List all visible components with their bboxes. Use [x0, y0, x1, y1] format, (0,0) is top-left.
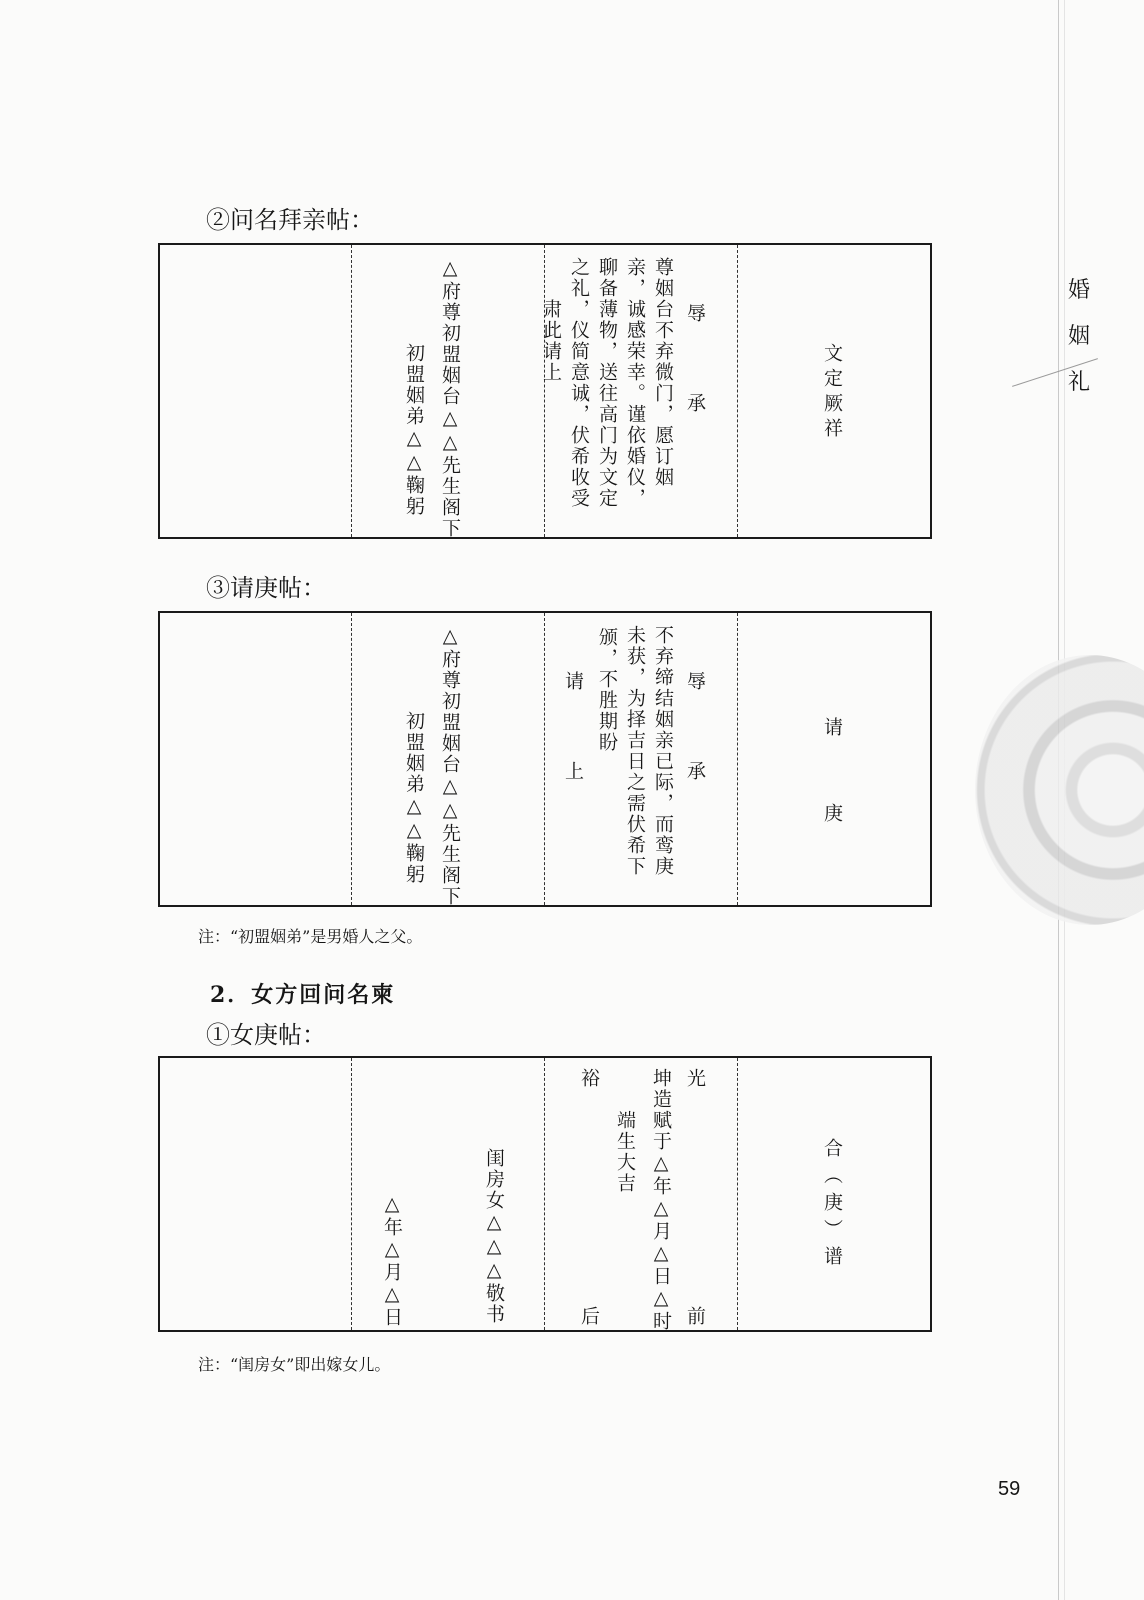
section-title-nvfang: 2．女方回问名柬 [210, 982, 396, 1008]
card-title-cell [737, 613, 930, 905]
note-guifangnv: 注：“闺房女”即出嫁女儿。 [198, 1355, 391, 1374]
card-wenming-baiqin [158, 243, 932, 539]
card-blank-cell [160, 245, 351, 537]
card-blank-cell [160, 1058, 351, 1330]
body-qian: 前 [684, 1306, 706, 1327]
body-line-5: 请 上 [562, 671, 584, 806]
sender-line: 初盟姻弟△△鞠躬 [403, 343, 425, 517]
body-line-3: 亲，诚感荣幸。谨依婚仪， [624, 257, 646, 509]
side-tab-char-2: 姻 [1067, 324, 1090, 349]
body-guang: 光 [684, 1068, 706, 1089]
body-line-1: 辱 承 [684, 671, 706, 806]
card-address-cell [351, 245, 544, 537]
body-yu: 裕 [578, 1068, 600, 1089]
addressee-line: △府尊初盟姻台△△先生阁下 [439, 257, 461, 539]
decorative-medallion-image [975, 655, 1144, 925]
body-line-5: 之礼，仪简意诚，伏希收受 [568, 257, 590, 509]
heading-wenming-baiqin: ②问名拜亲帖： [206, 206, 374, 234]
card-title: 文定厥祥 [821, 343, 843, 443]
card-address-cell [351, 613, 544, 905]
side-tab-char-1: 婚 [1067, 278, 1090, 303]
body-hou: 后 [578, 1306, 600, 1327]
card-blank-cell [160, 613, 351, 905]
heading-qinggeng: ③请庚帖： [206, 574, 326, 602]
date-line: △年△月△日 [381, 1193, 403, 1328]
body-line-duansheng: 端生大吉 [614, 1110, 636, 1194]
body-line-1: 辱 承 [684, 303, 706, 438]
sender-line: 初盟姻弟△△鞠躬 [403, 711, 425, 885]
body-line-4: 聊备薄物，送往高门为文定 [596, 257, 618, 509]
card-title: 合（庚）谱 [821, 1138, 843, 1273]
card-title-cell [737, 245, 930, 537]
card-body-cell [544, 613, 737, 905]
body-line-4: 颁，不胜期盼 [596, 627, 618, 753]
card-nvgeng [158, 1056, 932, 1332]
card-body-cell [544, 1058, 737, 1330]
body-line-kunzao: 坤造赋于△年△月△日△时 [650, 1068, 672, 1332]
body-line-2: 不弃缔结姻亲已际，而鸾庚 [652, 625, 674, 877]
card-title: 请 庚 [821, 717, 843, 846]
body-line-3: 未获，为择吉日之需伏希下 [624, 625, 646, 877]
card-title-cell [737, 1058, 930, 1330]
card-qinggeng [158, 611, 932, 907]
body-line-6: 肃此请上 [540, 299, 562, 383]
card-body-cell [540, 245, 737, 537]
addressee-line: △府尊初盟姻台△△先生阁下 [439, 625, 461, 907]
side-tab-char-3: 礼 [1067, 370, 1090, 395]
note-chumeng-yindi: 注：“初盟姻弟”是男婚人之父。 [198, 927, 423, 946]
signature-line: 闺房女△△△敬书 [483, 1148, 505, 1325]
chapter-side-tab [1064, 268, 1094, 406]
body-line-2: 尊姻台不弃微门，愿订姻 [652, 257, 674, 488]
card-signature-cell [351, 1058, 544, 1330]
page-number: 59 [998, 1478, 1021, 1500]
heading-nvgeng: ①女庚帖： [206, 1021, 326, 1049]
